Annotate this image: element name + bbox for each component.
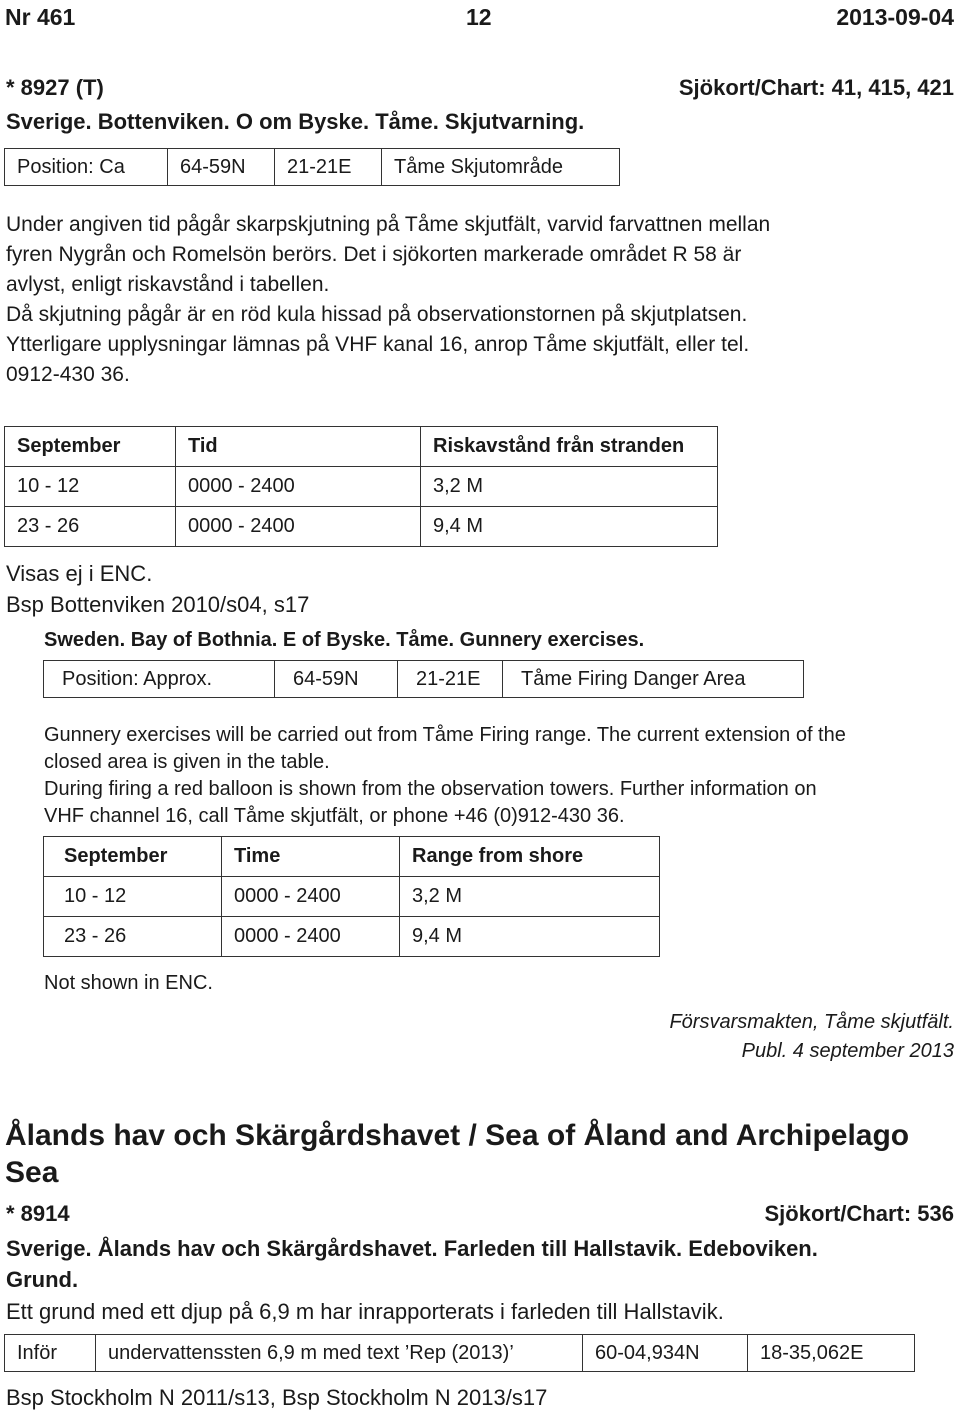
table-row bbox=[5, 507, 718, 547]
notice-title-line: Grund. bbox=[6, 1267, 79, 1292]
section-heading-line: Sea bbox=[5, 1156, 59, 1189]
text-line: closed area is given in the table. bbox=[44, 751, 330, 773]
page-number: 12 bbox=[466, 4, 492, 30]
position-label: Position: Ca bbox=[5, 149, 168, 186]
insert-description: undervattenssten 6,9 m med text ’Rep (2013)’ bbox=[96, 1335, 583, 1372]
table-cell: 0000 - 2400 bbox=[176, 507, 421, 547]
table-cell: 23 - 26 bbox=[5, 507, 176, 547]
table-row bbox=[44, 877, 660, 917]
notice-id: * 8914 bbox=[6, 1201, 70, 1226]
column-header: Riskavstånd från stranden bbox=[421, 427, 718, 467]
table-cell: 3,2 M bbox=[421, 467, 718, 507]
area-name: Tåme Firing Danger Area bbox=[503, 661, 804, 698]
area-name: Tåme Skjutområde bbox=[382, 149, 620, 186]
notice-id: * 8927 (T) bbox=[6, 75, 104, 100]
issue-number: Nr 461 bbox=[5, 4, 76, 30]
column-header: September bbox=[44, 837, 222, 877]
column-header: Tid bbox=[176, 427, 421, 467]
table-cell: 10 - 12 bbox=[5, 467, 176, 507]
chart-reference: Sjökort/Chart: 536 bbox=[764, 1201, 954, 1226]
notice-text-sv bbox=[6, 210, 770, 390]
table-cell: 0000 - 2400 bbox=[176, 467, 421, 507]
notice-text-en bbox=[44, 722, 846, 830]
position-table-en bbox=[43, 660, 804, 698]
bsp-reference-sv: Bsp Bottenviken 2010/s04, s17 bbox=[6, 592, 310, 617]
position-table-sv bbox=[4, 148, 620, 186]
notice-text: Ett grund med ett djup på 6,9 m har inrapporterats i farleden till Hallstavik. bbox=[6, 1299, 724, 1324]
latitude: 60-04,934N bbox=[583, 1335, 748, 1372]
latitude: 64-59N bbox=[275, 661, 398, 698]
text-line: During firing a red balloon is shown from the observation towers. Further information on bbox=[44, 778, 817, 800]
longitude: 21-21E bbox=[275, 149, 382, 186]
table-row bbox=[5, 467, 718, 507]
text-line: Under angiven tid pågår skarpskjutning på Tåme skjutfält, varvid farvattnen mellan bbox=[6, 213, 771, 236]
longitude: 21-21E bbox=[398, 661, 503, 698]
publication-date: Publ. 4 september 2013 bbox=[741, 1040, 954, 1062]
table-cell: 0000 - 2400 bbox=[222, 917, 400, 957]
column-header: September bbox=[5, 427, 176, 467]
enc-note-sv: Visas ej i ENC. bbox=[6, 561, 153, 586]
bsp-reference: Bsp Stockholm N 2011/s13, Bsp Stockholm N 2013/s17 bbox=[6, 1385, 548, 1410]
section-heading bbox=[5, 1117, 909, 1191]
action-label: Inför bbox=[5, 1335, 96, 1372]
table-cell: 9,4 M bbox=[400, 917, 660, 957]
text-line: Då skjutning pågår är en röd kula hissad på observationstornen på skjutplatsen. bbox=[6, 303, 748, 326]
text-line: VHF channel 16, call Tåme skjutfält, or phone +46 (0)912-430 36. bbox=[44, 805, 625, 827]
position-label: Position: Approx. bbox=[44, 661, 275, 698]
text-line: 0912-430 36. bbox=[6, 363, 130, 386]
table-cell: 10 - 12 bbox=[44, 877, 222, 917]
table-cell: 3,2 M bbox=[400, 877, 660, 917]
text-line: Ytterligare upplysningar lämnas på VHF kanal 16, anrop Tåme skjutfält, eller tel. bbox=[6, 333, 750, 356]
table-header-row bbox=[5, 427, 718, 467]
latitude: 64-59N bbox=[168, 149, 275, 186]
table-cell: 23 - 26 bbox=[44, 917, 222, 957]
table-header-row bbox=[44, 837, 660, 877]
table-row bbox=[44, 917, 660, 957]
column-header: Time bbox=[222, 837, 400, 877]
risk-table-sv bbox=[4, 426, 718, 547]
notice-title-sv: Sverige. Bottenviken. O om Byske. Tåme. Skjutvarning. bbox=[6, 109, 585, 134]
insert-table bbox=[4, 1334, 915, 1372]
text-line: Gunnery exercises will be carried out from Tåme Firing range. The current extension of the bbox=[44, 724, 846, 746]
text-line: avlyst, enligt riskavstånd i tabellen. bbox=[6, 273, 330, 296]
notice-title-line: Sverige. Ålands hav och Skärgårdshavet. Farleden till Hallstavik. Edeboviken. bbox=[6, 1236, 818, 1261]
section-heading-line: Ålands hav och Skärgårdshavet / Sea of Åland and Archipelago bbox=[5, 1119, 910, 1152]
notice-source: Försvarsmakten, Tåme skjutfält. bbox=[669, 1011, 954, 1033]
table-cell: 9,4 M bbox=[421, 507, 718, 547]
enc-note-en: Not shown in ENC. bbox=[44, 972, 213, 994]
text-line: fyren Nygrån och Romelsön berörs. Det i sjökorten markerade området R 58 är bbox=[6, 243, 742, 266]
longitude: 18-35,062E bbox=[748, 1335, 915, 1372]
notice-title-en: Sweden. Bay of Bothnia. E of Byske. Tåme. Gunnery exercises. bbox=[44, 629, 645, 651]
chart-reference: Sjökort/Chart: 41, 415, 421 bbox=[678, 75, 954, 100]
column-header: Range from shore bbox=[400, 837, 660, 877]
range-table-en bbox=[43, 836, 660, 957]
issue-date: 2013-09-04 bbox=[836, 4, 954, 30]
table-cell: 0000 - 2400 bbox=[222, 877, 400, 917]
